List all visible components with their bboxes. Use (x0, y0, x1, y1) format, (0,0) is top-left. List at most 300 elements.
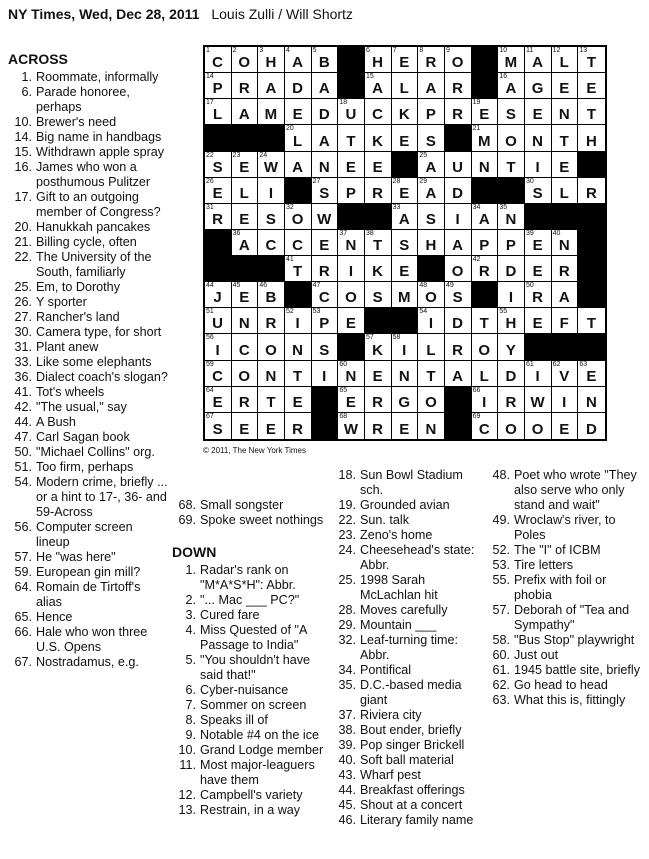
grid-cell[interactable] (232, 413, 259, 439)
cell-letter: E (372, 367, 384, 385)
cell-letter: I (482, 393, 487, 411)
grid-cell[interactable] (338, 413, 365, 439)
clue-text: Tire letters (514, 558, 574, 572)
grid-cell[interactable] (205, 152, 232, 178)
cell-letter: I (455, 210, 461, 228)
clue-number: 41. (14, 385, 32, 399)
cell-number: 32 (285, 203, 294, 211)
clue-text: Romain de Tirtoff's alias (36, 580, 141, 609)
grid-cell[interactable] (578, 47, 605, 73)
clue-text: Radar's rank on "M*A*S*H": Abbr. (200, 563, 296, 592)
grid-cell[interactable] (525, 125, 552, 151)
grid-cell[interactable] (232, 73, 259, 99)
grid-cell[interactable] (258, 73, 285, 99)
grid-cell[interactable] (285, 334, 312, 360)
grid-cell[interactable] (232, 178, 259, 204)
grid-cell[interactable] (498, 99, 525, 125)
grid-cell[interactable] (418, 308, 445, 334)
cell-letter: E (345, 315, 357, 333)
clue-item (172, 698, 330, 713)
clue-number: 37. (338, 708, 356, 722)
grid-black-square (445, 387, 472, 413)
grid-cell[interactable] (258, 178, 285, 204)
clue-number: 36. (14, 370, 32, 384)
grid-cell[interactable] (498, 230, 525, 256)
cell-letter: E (399, 54, 410, 72)
grid-cell[interactable] (498, 47, 525, 73)
clue-text: Y sporter (36, 295, 87, 309)
cell-letter: Y (505, 341, 517, 359)
grid-cell[interactable] (445, 152, 472, 178)
cell-letter: L (559, 54, 570, 72)
grid-cell[interactable] (418, 361, 445, 387)
grid-cell[interactable] (338, 125, 365, 151)
grid-cell[interactable] (552, 387, 579, 413)
grid-cell[interactable] (205, 178, 232, 204)
grid-cell[interactable] (578, 361, 605, 387)
grid-cell[interactable] (498, 282, 525, 308)
grid-cell[interactable] (205, 73, 232, 99)
grid-cell[interactable] (498, 387, 525, 413)
grid-cell[interactable] (498, 413, 525, 439)
grid-cell[interactable] (312, 361, 339, 387)
grid-cell[interactable] (312, 47, 339, 73)
grid-cell[interactable] (578, 99, 605, 125)
grid-cell[interactable] (498, 152, 525, 178)
grid-cell[interactable] (205, 204, 232, 230)
cell-letter: W (530, 393, 546, 411)
cell-letter: T (479, 315, 490, 333)
clue-item (332, 768, 482, 783)
grid-cell[interactable] (392, 256, 419, 282)
grid-cell[interactable] (472, 204, 499, 230)
grid-cell[interactable] (258, 204, 285, 230)
grid-cell[interactable] (365, 152, 392, 178)
cell-letter: N (398, 367, 411, 385)
grid-cell[interactable] (205, 387, 232, 413)
grid-cell[interactable] (418, 152, 445, 178)
grid-cell[interactable] (338, 99, 365, 125)
grid-cell[interactable] (525, 73, 552, 99)
grid-cell[interactable] (312, 99, 339, 125)
grid-cell[interactable] (525, 387, 552, 413)
grid-cell[interactable] (338, 230, 365, 256)
grid-cell[interactable] (205, 282, 232, 308)
grid-black-square (525, 334, 552, 360)
clue-item (486, 513, 644, 543)
grid-black-square (578, 204, 605, 230)
clue-text: Mountain ___ (360, 618, 437, 632)
grid-cell[interactable] (445, 230, 472, 256)
grid-cell[interactable] (312, 308, 339, 334)
grid-cell[interactable] (258, 152, 285, 178)
grid-cell[interactable] (285, 152, 312, 178)
cell-letter: P (345, 184, 357, 202)
clue-number: 22. (14, 250, 32, 264)
clue-item (172, 653, 330, 683)
clue-item (8, 415, 168, 430)
clue-text: Cheesehead's state: Abbr. (360, 543, 475, 572)
grid-cell[interactable] (205, 361, 232, 387)
grid-cell[interactable] (445, 282, 472, 308)
cell-letter: I (508, 289, 514, 307)
grid-cell[interactable] (418, 125, 445, 151)
grid-cell[interactable] (258, 413, 285, 439)
cell-letter: O (425, 393, 438, 411)
grid-cell[interactable] (445, 178, 472, 204)
cell-letter: H (585, 132, 598, 150)
cell-letter: A (558, 289, 571, 307)
grid-cell[interactable] (205, 308, 232, 334)
cell-letter: C (478, 420, 491, 438)
grid-cell[interactable] (365, 256, 392, 282)
grid-cell[interactable] (578, 308, 605, 334)
grid-cell[interactable] (552, 73, 579, 99)
grid-cell[interactable] (552, 308, 579, 334)
grid-cell[interactable] (498, 308, 525, 334)
cell-letter: T (346, 132, 356, 150)
cell-letter: T (586, 315, 597, 333)
grid-cell[interactable] (338, 256, 365, 282)
grid-cell[interactable] (232, 387, 259, 413)
grid-cell[interactable] (392, 413, 419, 439)
clue-item (8, 235, 168, 250)
clue-text: Too firm, perhaps (36, 460, 134, 474)
grid-cell[interactable] (205, 334, 232, 360)
grid-cell[interactable] (365, 334, 392, 360)
grid-cell[interactable] (578, 125, 605, 151)
clue-number: 40. (338, 753, 356, 767)
clue-number: 38. (338, 723, 356, 737)
grid-cell[interactable] (285, 204, 312, 230)
cell-letter: K (372, 341, 384, 359)
clue-item (8, 610, 168, 625)
grid-cell[interactable] (285, 230, 312, 256)
grid-cell[interactable] (552, 152, 579, 178)
grid-cell[interactable] (525, 282, 552, 308)
grid-cell[interactable] (445, 204, 472, 230)
grid-cell[interactable] (472, 334, 499, 360)
grid-cell[interactable] (285, 361, 312, 387)
grid-cell[interactable] (392, 361, 419, 387)
cell-number: 42 (472, 256, 481, 264)
grid-cell[interactable] (472, 256, 499, 282)
grid-cell[interactable] (392, 230, 419, 256)
grid-cell[interactable] (418, 387, 445, 413)
grid-cell[interactable] (445, 73, 472, 99)
grid-cell[interactable] (418, 178, 445, 204)
grid-cell[interactable] (472, 387, 499, 413)
cell-letter: T (586, 54, 597, 72)
grid-cell[interactable] (285, 308, 312, 334)
clue-text: A Bush (36, 415, 76, 429)
cell-letter: N (292, 341, 304, 359)
grid-cell[interactable] (232, 47, 259, 73)
clue-item (332, 738, 482, 753)
cell-letter: R (212, 210, 224, 228)
cell-letter: N (318, 158, 331, 176)
across-heading: ACROSS (8, 51, 68, 67)
cell-number: 11 (525, 47, 534, 54)
grid-cell[interactable] (392, 125, 419, 151)
grid-cell[interactable] (285, 256, 312, 282)
grid-cell[interactable] (312, 125, 339, 151)
grid-cell[interactable] (258, 282, 285, 308)
grid-cell[interactable] (525, 256, 552, 282)
grid-black-square (205, 125, 232, 151)
grid-cell[interactable] (365, 282, 392, 308)
grid-cell[interactable] (338, 387, 365, 413)
grid-cell[interactable] (392, 204, 419, 230)
grid-black-square (392, 308, 419, 334)
grid-cell[interactable] (365, 99, 392, 125)
grid-cell[interactable] (552, 256, 579, 282)
grid-cell[interactable] (445, 361, 472, 387)
grid-cell[interactable] (285, 99, 312, 125)
grid-cell[interactable] (312, 204, 339, 230)
grid-cell[interactable] (418, 99, 445, 125)
grid-cell[interactable] (258, 99, 285, 125)
clue-text: Leaf-turning time: Abbr. (360, 633, 459, 662)
clue-number: 57. (492, 603, 510, 617)
cell-letter: N (425, 420, 437, 438)
grid-cell[interactable] (312, 256, 339, 282)
grid-cell[interactable] (578, 387, 605, 413)
grid-cell[interactable] (365, 361, 392, 387)
cell-number: 13 (579, 47, 588, 54)
grid-cell[interactable] (338, 282, 365, 308)
clue-item (486, 678, 644, 693)
grid-cell[interactable] (285, 387, 312, 413)
grid-cell[interactable] (205, 99, 232, 125)
grid-cell[interactable] (498, 334, 525, 360)
grid-cell[interactable] (232, 282, 259, 308)
cell-number: 26 (206, 177, 214, 185)
grid-cell[interactable] (525, 308, 552, 334)
cell-letter: E (265, 420, 277, 438)
grid-cell[interactable] (552, 230, 579, 256)
grid-cell[interactable] (232, 230, 259, 256)
cell-number: 58 (392, 334, 401, 342)
cell-letter: I (322, 367, 327, 385)
grid-cell[interactable] (578, 73, 605, 99)
grid-cell[interactable] (472, 152, 499, 178)
grid-cell[interactable] (392, 334, 419, 360)
grid-cell[interactable] (552, 361, 579, 387)
grid-cell[interactable] (258, 47, 285, 73)
cell-number: 69 (472, 412, 481, 420)
grid-cell[interactable] (285, 47, 312, 73)
grid-cell[interactable] (472, 361, 499, 387)
across-clues-column-1 (8, 52, 168, 670)
cell-letter: I (295, 315, 301, 333)
grid-cell[interactable] (312, 152, 339, 178)
cell-letter: I (428, 315, 434, 333)
cell-number: 18 (339, 99, 348, 107)
cell-letter: E (479, 106, 490, 124)
grid-cell[interactable] (365, 47, 392, 73)
clue-text: Rancher's land (36, 310, 120, 324)
grid-cell[interactable] (525, 99, 552, 125)
clue-number: 63. (492, 693, 510, 707)
cell-number: 31 (206, 203, 214, 211)
grid-cell[interactable] (552, 99, 579, 125)
cell-number: 20 (285, 125, 294, 133)
grid-cell[interactable] (392, 73, 419, 99)
grid-cell[interactable] (498, 125, 525, 151)
clue-text: "Michael Collins" org. (36, 445, 155, 459)
grid-black-square (578, 152, 605, 178)
grid-cell[interactable] (498, 361, 525, 387)
grid-cell[interactable] (445, 334, 472, 360)
grid-cell[interactable] (258, 334, 285, 360)
grid-cell[interactable] (392, 282, 419, 308)
cell-letter: C (372, 106, 384, 124)
grid-cell[interactable] (312, 282, 339, 308)
grid-cell[interactable] (472, 230, 499, 256)
cell-letter: R (372, 184, 384, 202)
grid-cell[interactable] (418, 73, 445, 99)
cell-number: 55 (499, 308, 508, 316)
clue-item (332, 678, 482, 708)
clue-item (172, 513, 330, 528)
cell-letter: K (398, 106, 411, 124)
grid-cell[interactable] (418, 204, 445, 230)
grid-cell[interactable] (365, 73, 392, 99)
grid-cell[interactable] (232, 152, 259, 178)
grid-cell[interactable] (472, 413, 499, 439)
clue-number: 3. (185, 608, 196, 622)
grid-cell[interactable] (552, 282, 579, 308)
grid-cell[interactable] (552, 125, 579, 151)
cell-number: 2 (232, 47, 237, 54)
clue-item (332, 528, 482, 543)
grid-cell[interactable] (578, 178, 605, 204)
cell-letter: A (318, 132, 331, 150)
grid-cell[interactable] (578, 413, 605, 439)
grid-cell[interactable] (392, 99, 419, 125)
grid-black-square (285, 282, 312, 308)
grid-cell[interactable] (525, 47, 552, 73)
grid-cell[interactable] (365, 413, 392, 439)
clue-text: Poet who wrote "They also serve who only stand and wait" (514, 468, 637, 512)
grid-cell[interactable] (552, 178, 579, 204)
grid-cell[interactable] (365, 125, 392, 151)
grid-cell[interactable] (498, 73, 525, 99)
grid-cell[interactable] (418, 413, 445, 439)
cell-number: 44 (206, 282, 214, 290)
grid-cell[interactable] (392, 387, 419, 413)
cell-letter: L (559, 184, 570, 202)
grid-black-square (205, 230, 232, 256)
grid-cell[interactable] (472, 308, 499, 334)
cell-letter: R (238, 393, 251, 411)
grid-cell[interactable] (232, 99, 259, 125)
grid-black-square (338, 334, 365, 360)
grid-cell[interactable] (472, 125, 499, 151)
cell-letter: D (292, 80, 304, 98)
grid-cell[interactable] (312, 230, 339, 256)
clue-text: Computer screen lineup (36, 520, 133, 549)
grid-cell[interactable] (418, 230, 445, 256)
grid-cell[interactable] (552, 413, 579, 439)
grid-cell[interactable] (525, 178, 552, 204)
grid-cell[interactable] (445, 256, 472, 282)
grid-cell[interactable] (338, 361, 365, 387)
grid-cell[interactable] (285, 413, 312, 439)
cell-number: 28 (392, 177, 401, 185)
grid-cell[interactable] (258, 230, 285, 256)
grid-cell[interactable] (232, 334, 259, 360)
cell-letter: H (372, 54, 384, 72)
grid-cell[interactable] (365, 230, 392, 256)
grid-cell[interactable] (552, 47, 579, 73)
grid-cell[interactable] (445, 99, 472, 125)
grid-cell[interactable] (232, 204, 259, 230)
cell-number: 46 (259, 282, 268, 290)
grid-cell[interactable] (392, 178, 419, 204)
grid-cell[interactable] (525, 152, 552, 178)
grid-cell[interactable] (445, 47, 472, 73)
cell-letter: M (504, 54, 518, 72)
grid-cell[interactable] (525, 230, 552, 256)
grid-cell[interactable] (472, 99, 499, 125)
cell-letter: H (505, 315, 517, 333)
cell-letter: S (372, 289, 384, 307)
grid-cell[interactable] (498, 256, 525, 282)
grid-cell[interactable] (232, 308, 259, 334)
grid-cell[interactable] (312, 334, 339, 360)
grid-cell[interactable] (498, 204, 525, 230)
grid-cell[interactable] (338, 308, 365, 334)
grid-cell[interactable] (525, 361, 552, 387)
clue-text: Gift to an outgoing member of Congress? (36, 190, 161, 219)
clue-item (8, 190, 168, 220)
grid-cell[interactable] (365, 178, 392, 204)
grid-cell[interactable] (205, 413, 232, 439)
clue-number: 5. (185, 653, 196, 667)
clue-number: 57. (14, 550, 32, 564)
grid-cell[interactable] (232, 361, 259, 387)
grid-cell[interactable] (285, 125, 312, 151)
grid-cell[interactable] (525, 413, 552, 439)
grid-cell[interactable] (258, 308, 285, 334)
grid-cell[interactable] (312, 73, 339, 99)
grid-cell[interactable] (205, 47, 232, 73)
clue-item (8, 580, 168, 610)
grid-cell[interactable] (285, 73, 312, 99)
grid-cell[interactable] (365, 387, 392, 413)
grid-cell[interactable] (418, 47, 445, 73)
grid-cell[interactable] (258, 361, 285, 387)
grid-cell[interactable] (392, 47, 419, 73)
cell-letter: S (532, 184, 544, 202)
grid-cell[interactable] (418, 282, 445, 308)
grid-cell[interactable] (418, 334, 445, 360)
grid-cell[interactable] (445, 308, 472, 334)
cell-letter: T (372, 237, 383, 255)
grid-cell[interactable] (338, 178, 365, 204)
cell-letter: R (292, 420, 304, 438)
grid-cell[interactable] (258, 387, 285, 413)
cell-letter: D (505, 263, 517, 281)
grid-black-square (578, 334, 605, 360)
cell-letter: O (505, 132, 518, 150)
cell-letter: S (505, 106, 517, 124)
grid-cell[interactable] (338, 152, 365, 178)
clue-item (8, 220, 168, 235)
grid-cell[interactable] (312, 178, 339, 204)
